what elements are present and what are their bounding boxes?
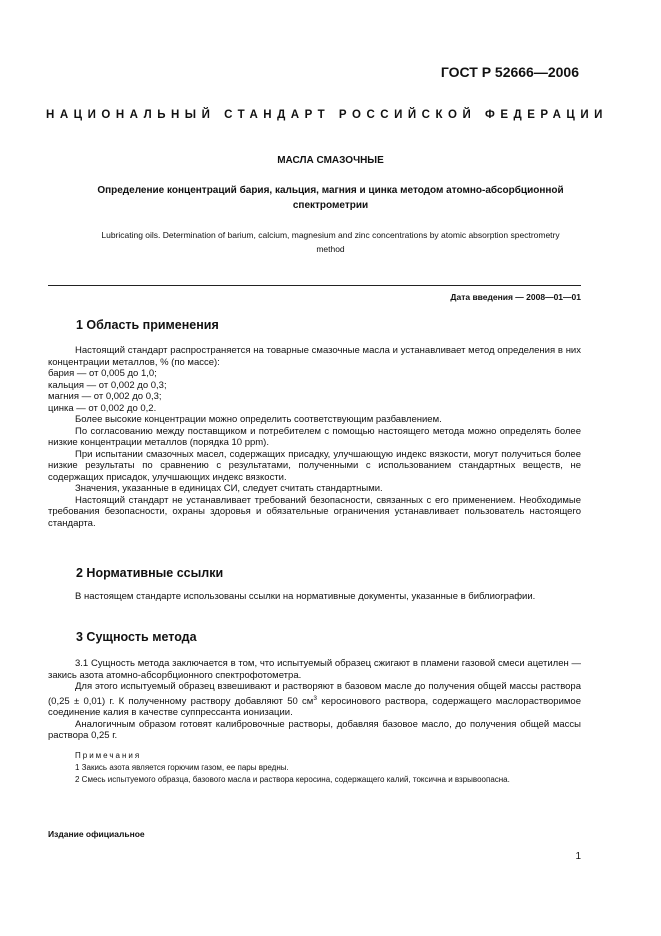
page-number: 1	[575, 851, 581, 862]
paragraph: Значения, указанные в единицах СИ, следует считать стандартными.	[75, 483, 383, 494]
section-2-heading: 2 Нормативные ссылки	[76, 566, 224, 580]
official-edition-label: Издание официальное	[48, 829, 145, 839]
paragraph-text: Для этого испытуемый образец взвешивают и растворяют в базовом масле до получения общей массы раствора (0,25 ± 0,01) г. К полученному раствору добавляют 50 см	[48, 681, 581, 707]
paragraph: При испытании смазочных масел, содержащих присадку, улучшающую индекс вязкости, могут получиться более низкие результаты по сравнению с результатами, полученными с использованием стандартных веществ, не содержащих присадок, улучшающих индекс вязкости.	[48, 448, 581, 483]
section-3-heading: 3 Сущность метода	[76, 630, 197, 644]
notes-block	[48, 750, 581, 786]
paragraph: В настоящем стандарте использованы ссылки на нормативные документы, указанные в библиографии.	[75, 591, 536, 602]
section-1-heading: 1 Область применения	[76, 318, 219, 332]
paragraph: Настоящий стандарт не устанавливает требований безопасности, связанных с его применением. Необходимые требования безопасности, охраны здоровья и обязательные ограничения устанавливает пользователь настоящего стандарта.	[48, 494, 581, 529]
title-divider	[48, 285, 581, 286]
national-standard-heading: НАЦИОНАЛЬНЫЙ СТАНДАРТ РОССИЙСКОЙ ФЕДЕРАЦИИ	[46, 109, 608, 121]
section-2-body	[48, 591, 581, 603]
section-3-body	[48, 658, 581, 742]
standard-number: ГОСТ Р 52666—2006	[440, 64, 579, 80]
list-item: цинка — от 0,002 до 0,2.	[48, 402, 157, 414]
list-item: магния — от 0,002 до 0,3;	[48, 391, 162, 402]
paragraph: Более высокие концентрации можно определить соответствующим разбавлением.	[75, 414, 442, 425]
paragraph-text: керосинового раствора, содержащего маслорастворимое соединение калия в качестве суппрессанта ионизации.	[48, 695, 581, 719]
note-item: 1 Закись азота является горючим газом, ее пары вредны.	[75, 763, 289, 772]
notes-title: Примечания	[75, 751, 142, 760]
list-item: кальция — от 0,002 до 0,3;	[48, 379, 167, 391]
note-item: 2 Смесь испытуемого образца, базового масла и раствора керосина, содержащего калий, токсична и взрывоопасна.	[75, 775, 510, 784]
section-1-body	[48, 345, 581, 529]
english-title: Lubricating oils. Determination of barium, calcium, magnesium and zinc concentrations by atomic absorption spectrometry method	[101, 230, 560, 254]
list-item: бария — от 0,005 до 1,0;	[48, 368, 157, 379]
superscript: 3	[313, 694, 317, 702]
document-subtitle: Определение концентраций бария, кальция, магния и цинка методом атомно-абсорбционной спектрометрии	[97, 185, 564, 211]
paragraph	[48, 681, 581, 719]
paragraph: 3.1 Сущность метода заключается в том, что испытуемый образец сжигают в пламени газовой смеси ацетилен — закись азота атомно-абсорбционного спектрофотометра.	[48, 658, 581, 681]
introduction-date: Дата введения — 2008—01—01	[450, 292, 581, 302]
paragraph: Настоящий стандарт распространяется на товарные смазочные масла и устанавливает метод определения в них концентрации металлов, % (по массе):	[48, 345, 581, 368]
document-title: МАСЛА СМАЗОЧНЫЕ	[277, 155, 384, 166]
paragraph: Аналогичным образом готовят калибровочные растворы, добавляя базовое масло, до получения общей массы раствора 0,25 г.	[48, 718, 581, 742]
paragraph: По согласованию между поставщиком и потребителем с помощью настоящего метода можно определять более низкие концентрации металлов (порядка 10 ppm).	[48, 425, 581, 448]
